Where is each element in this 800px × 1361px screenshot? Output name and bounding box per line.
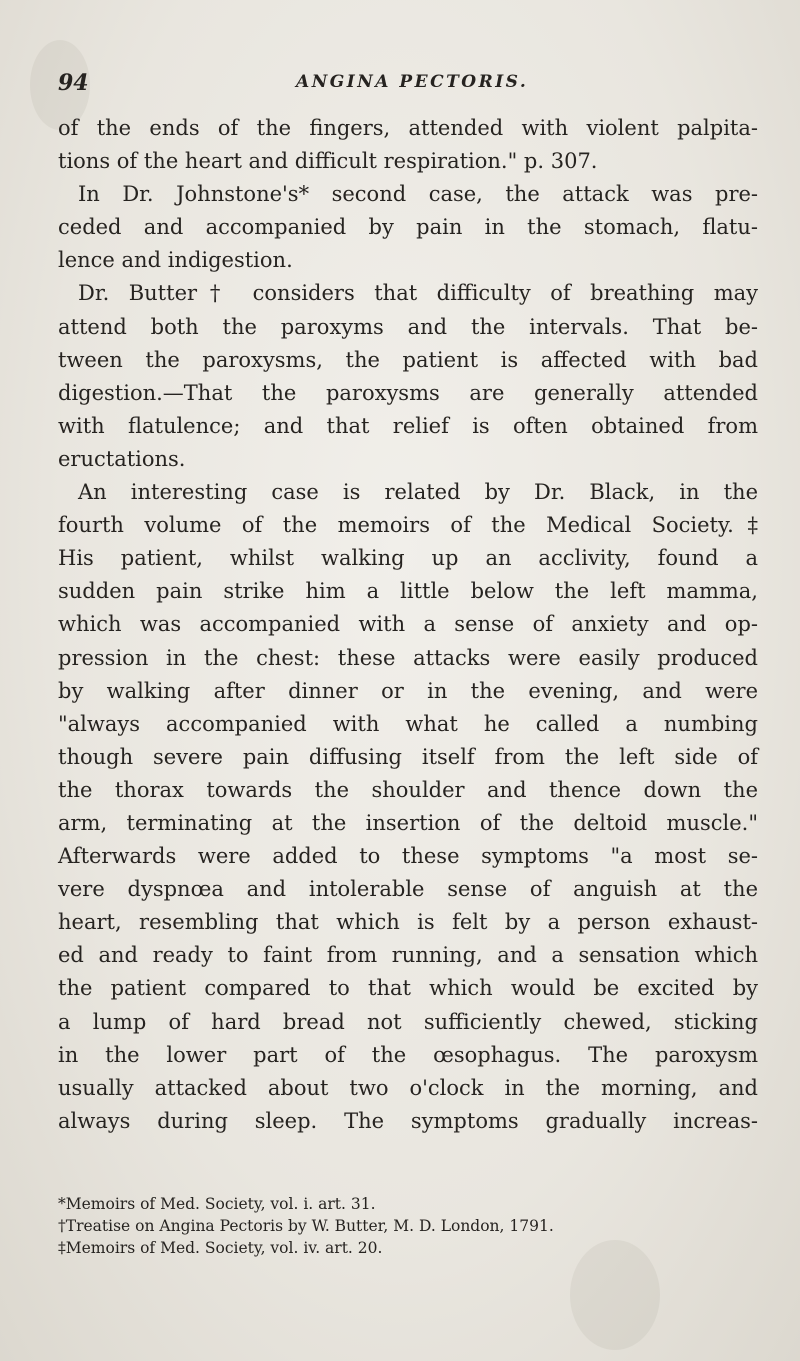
running-head: ANGINA PECTORIS. xyxy=(296,72,529,92)
text-line: digestion.—That the paroxysms are generally attended xyxy=(58,380,758,405)
text-line: always during sleep. The symptoms gradually increas- xyxy=(58,1108,758,1133)
text-line: fourth volume of the memoirs of the Medical Society.‡ xyxy=(58,513,758,538)
text-line: the thorax towards the shoulder and thence down the xyxy=(58,777,758,802)
text-line: of the ends of the fingers, attended with violent palpita- xyxy=(58,116,758,140)
text-line: tween the paroxysms, the patient is affected with bad xyxy=(58,347,758,372)
text-line: "always accompanied with what he called a numbing xyxy=(58,711,758,736)
text-line: pression in the chest: these attacks were easily produced xyxy=(58,645,758,670)
text-line: usually attacked about two o'clock in the morning, and xyxy=(58,1075,758,1100)
footnote: †Treatise on Angina Pectoris by W. Butter, M. D. London, 1791. xyxy=(58,1217,554,1235)
text-line: vere dyspnœa and intolerable sense of anguish at the xyxy=(58,877,758,902)
text-line: An interesting case is related by Dr. Black, in the xyxy=(78,480,758,505)
text-line: attend both the paroxyms and the intervals. That be- xyxy=(58,314,758,339)
text-line: In Dr. Johnstone's* second case, the attack was pre- xyxy=(78,182,758,207)
text-line: Dr. Butter† considers that difficulty of breathing may xyxy=(78,281,758,306)
footnote: *Memoirs of Med. Society, vol. i. art. 31. xyxy=(58,1195,376,1213)
text-line: though severe pain diffusing itself from the left side of xyxy=(58,744,758,769)
text-line: eructations. xyxy=(58,446,186,471)
text-line: sudden pain strike him a little below the left mamma, xyxy=(58,579,758,604)
text-line: a lump of hard bread not sufficiently chewed, sticking xyxy=(58,1009,758,1034)
text-line: in the lower part of the œsophagus. The paroxysm xyxy=(58,1042,758,1067)
text-line: ceded and accompanied by pain in the stomach, flatu- xyxy=(58,215,758,240)
text-line: His patient, whilst walking up an acclivity, found a xyxy=(58,546,758,571)
text-line: with flatulence; and that relief is often obtained from xyxy=(58,413,758,438)
text-line: arm, terminating at the insertion of the deltoid muscle." xyxy=(58,810,758,835)
text-line: heart, resembling that which is felt by a person exhaust- xyxy=(58,910,758,935)
body-text xyxy=(58,112,758,1138)
footnotes xyxy=(58,1193,758,1259)
text-line: by walking after dinner or in the evening, and were xyxy=(58,678,758,703)
text-line: the patient compared to that which would be excited by xyxy=(58,976,758,1001)
text-line: Afterwards were added to these symptoms "a most se- xyxy=(58,844,758,869)
text-line: tions of the heart and difficult respiration." p. 307. xyxy=(58,149,598,174)
text-line: which was accompanied with a sense of anxiety and op- xyxy=(58,612,758,637)
text-line: ed and ready to faint from running, and a sensation which xyxy=(58,943,758,968)
text-line: lence and indigestion. xyxy=(58,248,293,273)
page-number: 94 xyxy=(58,70,89,96)
page-header xyxy=(58,70,738,100)
footnote: ‡Memoirs of Med. Society, vol. iv. art. 20. xyxy=(58,1239,383,1257)
